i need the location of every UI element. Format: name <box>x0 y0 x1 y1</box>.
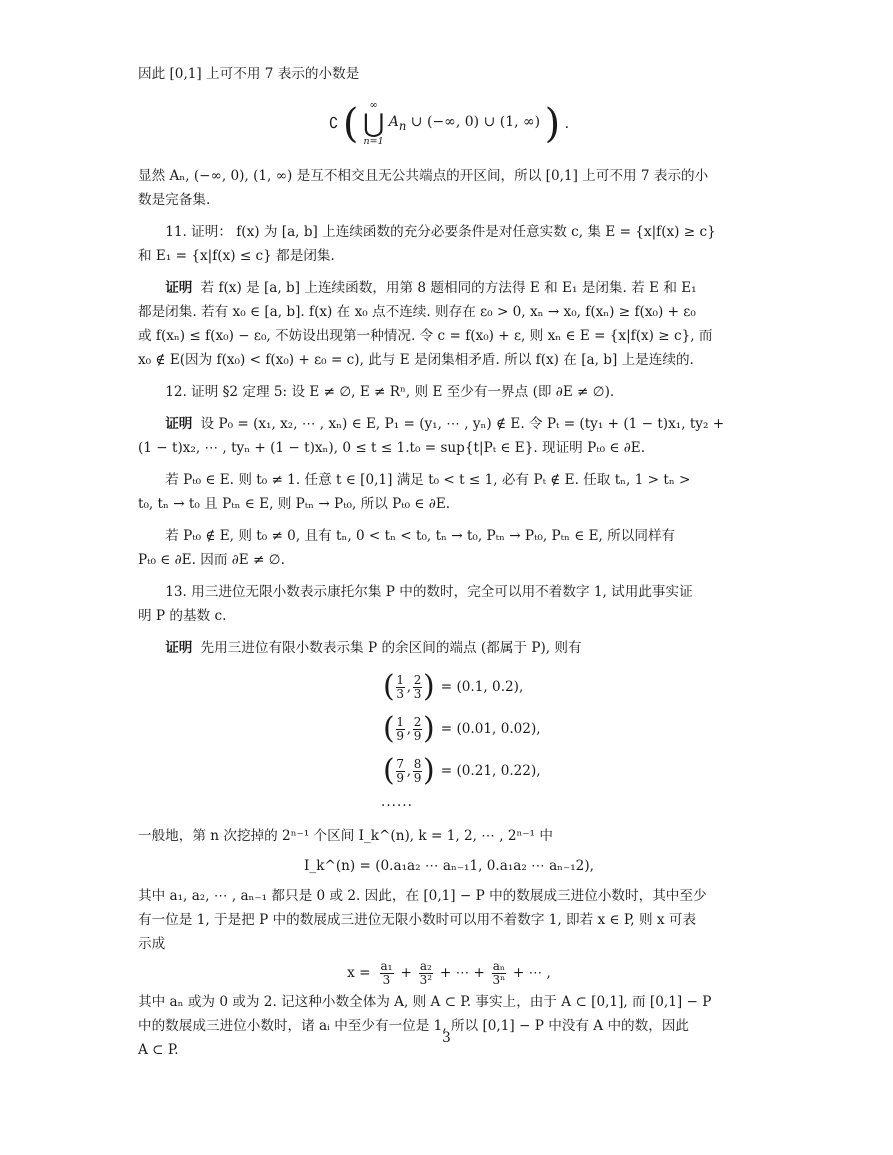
proof-11-line: x₀ ∉ E(因为 f(x₀) < f(x₀) + ε₀ = c), 此与 E 是闭集相矛盾. 所以 f(x) 在 [a, b] 上是连续的. <box>138 352 694 368</box>
paragraph: 有一位是 1, 于是把 P 中的数展成三进位无限小数时可以用不着数字 1, 即若 x ∈ P, 则 x 可表 <box>138 912 697 928</box>
page-number: 3 <box>442 1030 451 1046</box>
question-11: 11. 证明： f(x) 为 [a, b] 上连续函数的充分必要条件是对任意实数 c, 集 E = {x|f(x) ≥ c} <box>165 224 716 240</box>
proof-11: 证明 若 f(x) 是 [a, b] 上连续函数，用第 8 题相同的方法得 E 和 E₁ 是闭集. 若 E 和 E₁ <box>165 280 697 296</box>
paragraph: 显然 Aₙ, (−∞, 0), (1, ∞) 是互不相交且无公共端点的开区间，所以 [0,1] 上可不用 7 表示的小 <box>138 168 709 184</box>
question-11-cont: 和 E₁ = {x|f(x) ≤ c} 都是闭集. <box>138 248 335 264</box>
question-13: 13. 用三进位无限小数表示康托尔集 P 中的数时，完全可以用不着数字 1, 试用此事实证 <box>165 584 693 600</box>
paragraph: 因此 [0,1] 上可不用 7 表示的小数是 <box>138 66 360 82</box>
paragraph: 示成 <box>138 936 166 952</box>
equation-text: ∁ ( ∞ ⋃ n=1 $A_n$ ∪ (−∞, 0) ∪ (1, ∞) ) . <box>328 100 570 148</box>
paragraph: 一般地，第 n 次挖掉的 2ⁿ⁻¹ 个区间 I_k^(n), k = 1, 2, ⋯ , 2ⁿ⁻¹ 中 <box>138 828 553 844</box>
paragraph: 其中 aₙ 或为 0 或为 2. 记这种小数全体为 A, 则 A ⊂ P. 事实上，由于 A ⊂ [0,1], 而 [0,1] − P <box>138 994 712 1010</box>
display-equation: I_k^(n) = (0.a₁a₂ ⋯ aₙ₋₁1, 0.a₁a₂ ⋯ aₙ₋₁2), <box>304 858 594 874</box>
question-12: 12. 证明 §2 定理 5: 设 E ≠ ∅, E ≠ Rⁿ, 则 E 至少有一界点 (即 ∂E ≠ ∅). <box>165 384 615 400</box>
paragraph: 数是完备集. <box>138 192 211 208</box>
paragraph: A ⊂ P. <box>138 1042 179 1058</box>
series-equation: x = a₁ 3 + a₂ 3² + ⋯ + aₙ 3ⁿ + ⋯ , <box>347 958 551 987</box>
proof-label: 证明 <box>165 416 193 432</box>
interval-row: ( 1 9 , 2 9 ) = (0.01, 0.02), <box>383 711 541 746</box>
proof-12-line: Pₜ₀ ∈ ∂E. 因而 ∂E ≠ ∅. <box>138 552 285 568</box>
proof-label: 证明 <box>165 640 193 656</box>
interval-list <box>383 666 573 792</box>
ellipsis: ······ <box>381 798 413 814</box>
paragraph: 其中 a₁, a₂, ⋯ , aₙ₋₁ 都只是 0 或 2. 因此，在 [0,1] − P 中的数展成三进位小数时，其中至少 <box>138 888 707 904</box>
proof-12-line: t₀, tₙ → t₀ 且 Pₜₙ ∈ E, 则 Pₜₙ → Pₜ₀, 所以 Pₜ₀ ∈ ∂E. <box>138 496 451 512</box>
proof-label: 证明 <box>165 280 193 296</box>
proof-12-case-2: 若 Pₜ₀ ∉ E, 则 t₀ ≠ 0, 且有 tₙ, 0 < tₙ < t₀, tₙ → t₀, Pₜₙ → Pₜ₀, Pₜₙ ∈ E, 所以同样有 <box>165 528 676 544</box>
interval-row: ( 7 9 , 8 9 ) = (0.21, 0.22), <box>383 753 541 788</box>
proof-11-line: 都是闭集. 若有 x₀ ∈ [a, b]. f(x) 在 x₀ 点不连续. 则存在 ε₀ > 0, xₙ → x₀, f(xₙ) ≥ f(x₀) + ε₀ <box>138 304 696 320</box>
question-13-cont: 明 P 的基数 c. <box>138 608 227 624</box>
proof-12-line: (1 − t)x₂, ⋯ , tyₙ + (1 − t)xₙ), 0 ≤ t ≤ 1.t₀ = sup{t|Pₜ ∈ E}. 现证明 Pₜ₀ ∈ ∂E. <box>138 440 646 456</box>
interval-row: ( 1 3 , 2 3 ) = (0.1, 0.2), <box>383 669 524 704</box>
proof-13: 证明 先用三进位有限小数表示集 P 的余区间的端点 (都属于 P), 则有 <box>165 640 582 656</box>
paragraph: 中的数展成三进位小数时，诸 aᵢ 中至少有一位是 1, 所以 [0,1] − P 中没有 A 中的数，因此 <box>138 1018 690 1034</box>
document-body <box>138 62 760 1062</box>
display-equation <box>138 90 760 158</box>
proof-12-case-1: 若 Pₜ₀ ∈ E. 则 t₀ ≠ 1. 任意 t ∈ [0,1] 满足 t₀ < t ≤ 1, 必有 Pₜ ∉ E. 任取 tₙ, 1 > tₙ > <box>165 472 691 488</box>
proof-12: 证明 设 P₀ = (x₁, x₂, ⋯ , xₙ) ∈ E, P₁ = (y₁, ⋯ , yₙ) ∉ E. 令 Pₜ = (ty₁ + (1 − t)x₁, ty₂ + <box>165 416 725 432</box>
proof-11-line: 或 f(xₙ) ≤ f(x₀) − ε₀, 不妨设出现第一种情况. 令 c = f(x₀) + ε, 则 xₙ ∈ E = {x|f(x) ≥ c}, 而 <box>138 328 713 344</box>
